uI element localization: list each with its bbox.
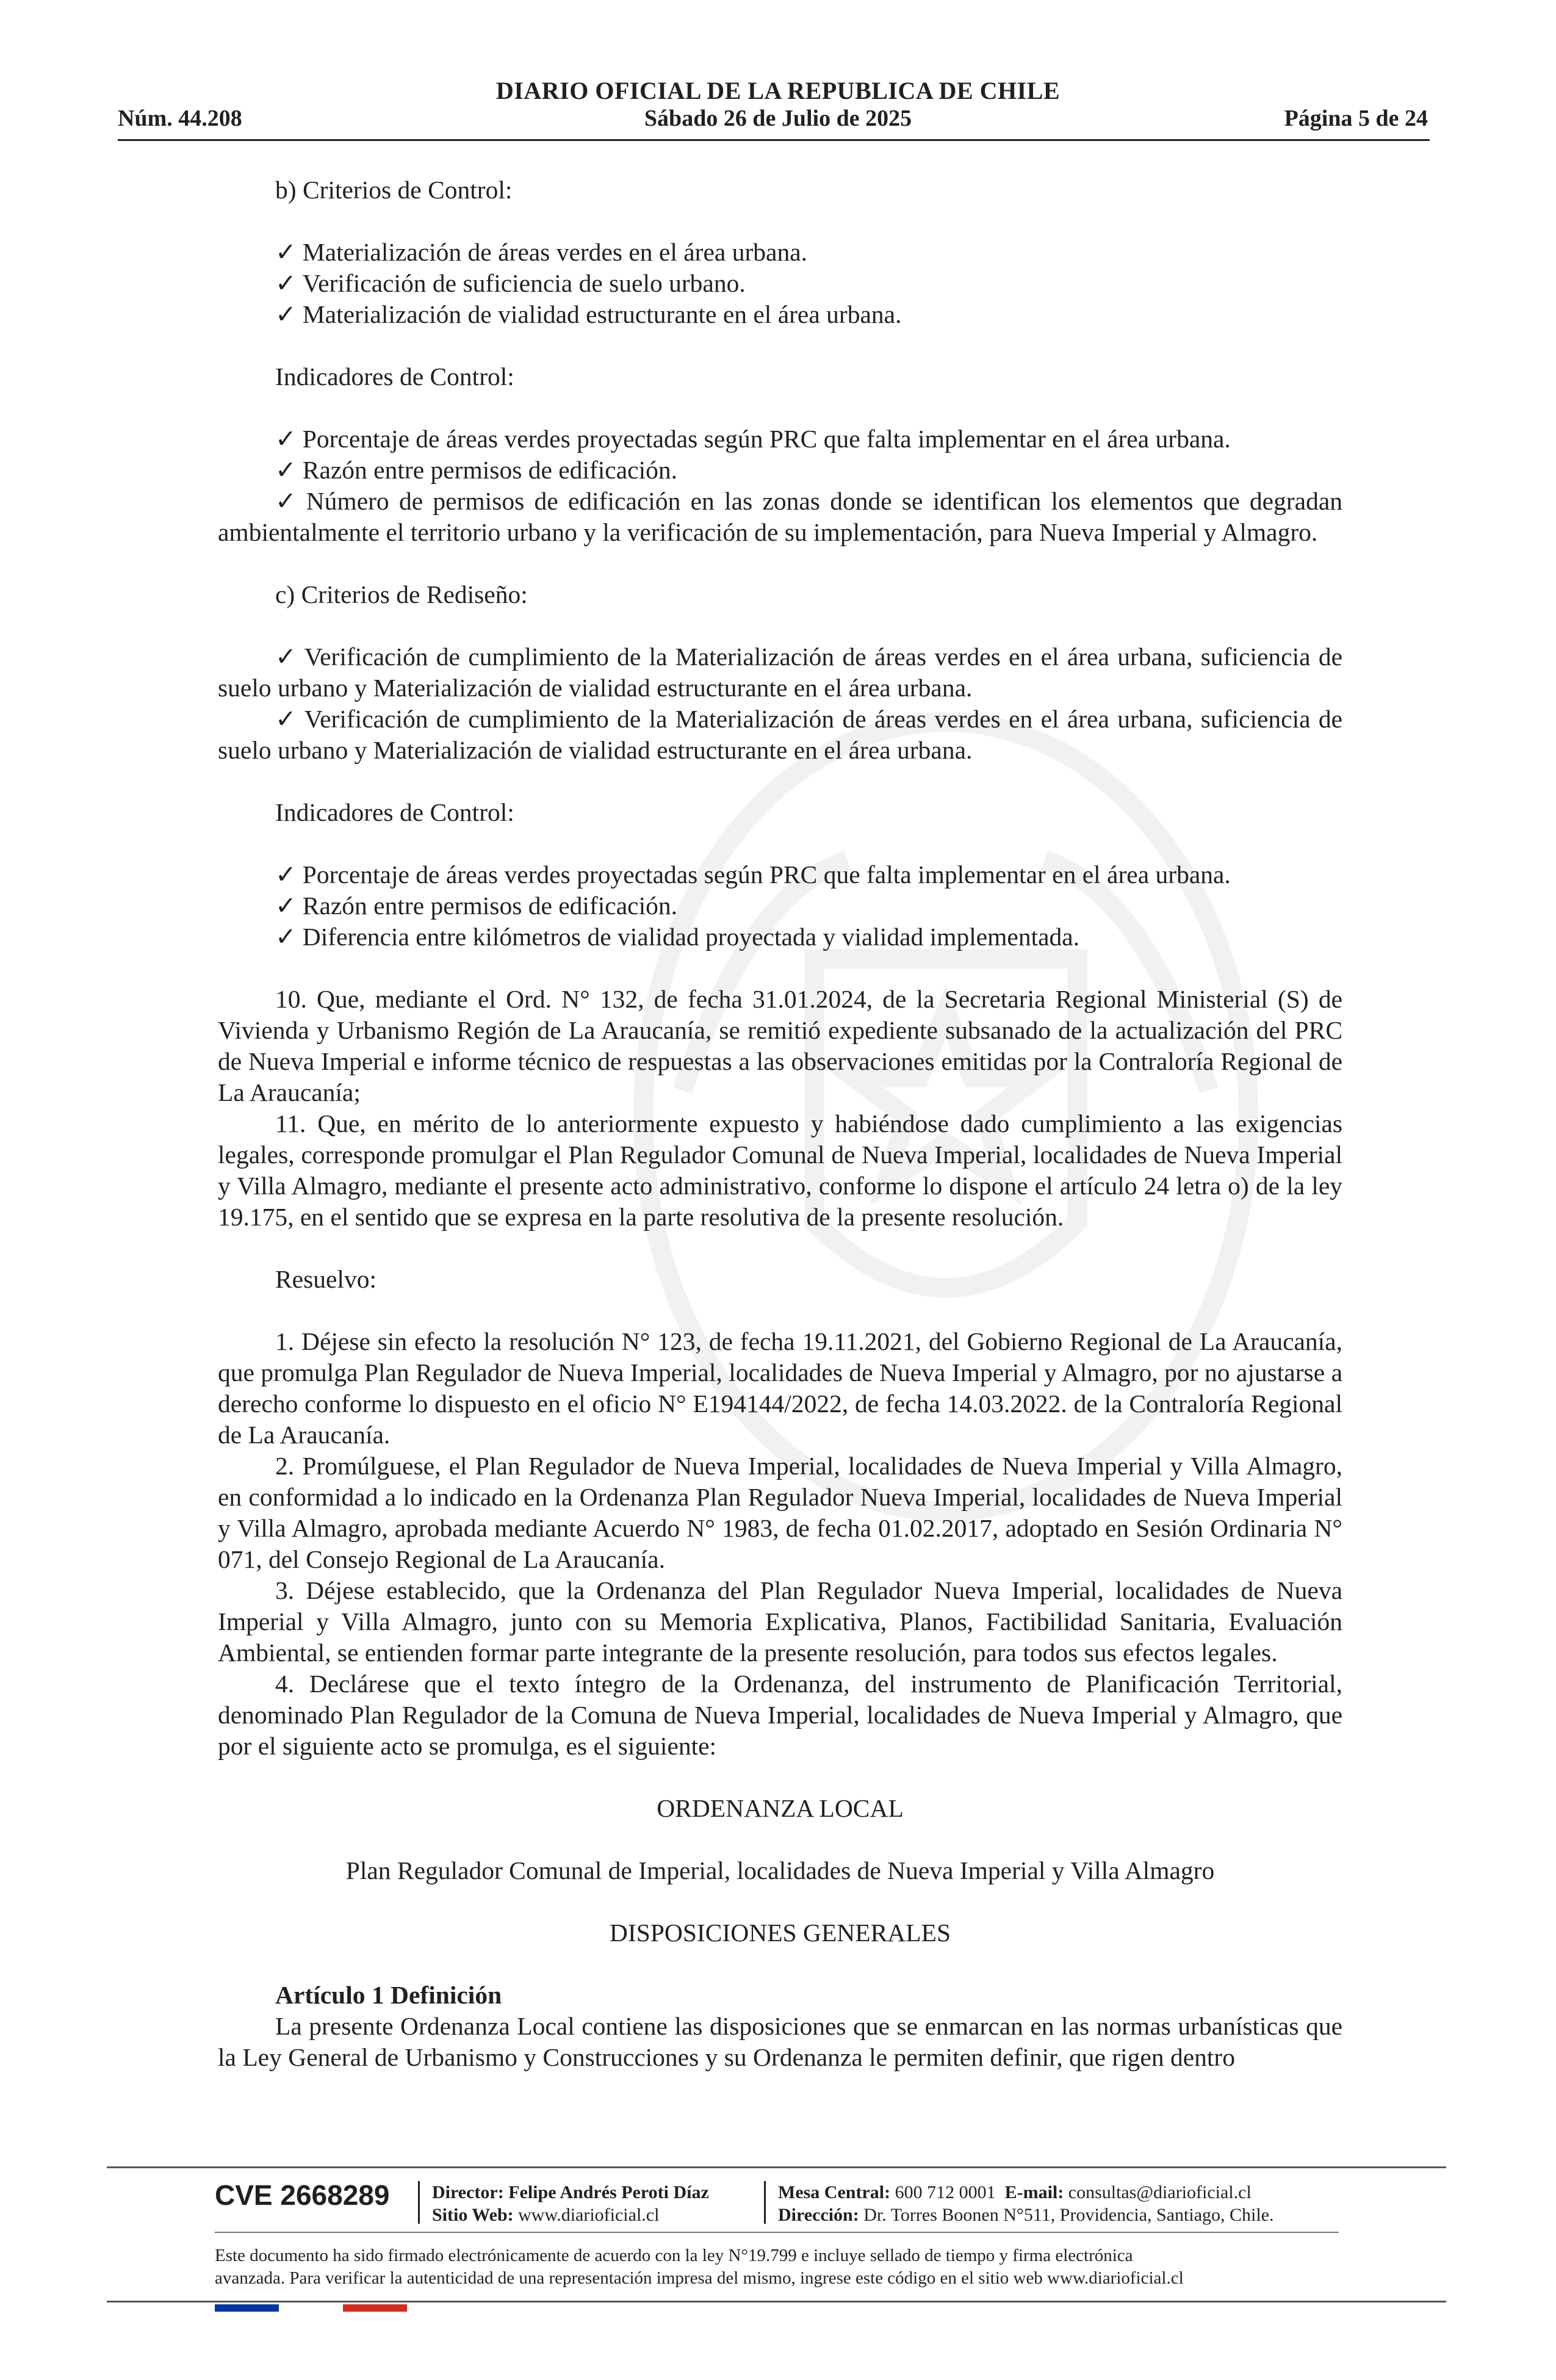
footer-separator bbox=[764, 2181, 766, 2224]
director-name: Felipe Andrés Peroti Díaz bbox=[508, 2182, 709, 2202]
page-number: Página 5 de 24 bbox=[1284, 106, 1428, 131]
checklist-item: ✓ Materialización de vialidad estructurante en el área urbana. bbox=[275, 300, 902, 328]
resolution-item-2: 2. Promúlguese, el Plan Regulador de Nueva Imperial, localidades de Nueva Imperial y Villa Almagro, en conformidad a lo indicado en la Ordenanza Plan Regulador Nueva Imperial, localidades de Nueva Imperial y Villa Almagro, aprobada mediante Acuerdo N° 1983, de fecha 01.02.2017, adoptado en Sesión Ordinaria N° 071, del Consejo Regional de La Araucanía. bbox=[218, 1452, 1342, 1573]
check-icon: ✓ bbox=[275, 300, 297, 328]
website-link[interactable]: www.diarioficial.cl bbox=[518, 2205, 660, 2225]
check-icon: ✓ bbox=[275, 238, 297, 266]
footer-divider-top bbox=[107, 2166, 1446, 2168]
check-icon: ✓ bbox=[275, 892, 297, 920]
checklist-item: ✓ Verificación de cumplimiento de la Materialización de áreas verdes en el área urbana, suficiencia de suelo urbano y Materialización de vialidad estructurante en el área urbana. bbox=[218, 705, 1342, 764]
checklist-item: ✓ Razón entre permisos de edificación. bbox=[275, 456, 677, 484]
check-icon: ✓ bbox=[275, 923, 297, 951]
check-icon: ✓ bbox=[275, 269, 297, 297]
indicators-heading: Indicadores de Control: bbox=[275, 362, 514, 391]
footer-director-block: Director: Felipe Andrés Peroti Díaz Sitio Web: www.diarioficial.cl bbox=[432, 2182, 709, 2225]
ordinance-subtitle: Plan Regulador Comunal de Imperial, localidades de Nueva Imperial y Villa Almagro bbox=[345, 1856, 1215, 1884]
ordinance-title: ORDENANZA LOCAL bbox=[657, 1794, 904, 1822]
indicators-heading: Indicadores de Control: bbox=[275, 798, 514, 826]
section-heading-b: b) Criterios de Control: bbox=[275, 176, 513, 204]
resolution-item-4: 4. Declárese que el texto íntegro de la Ordenanza, del instrumento de Planificación Territorial, denominado Plan Regulador de la Comuna de Nueva Imperial, localidades de Nueva Imperial y Almagro, que por el siguiente acto se promulga, es el siguiente: bbox=[218, 1670, 1342, 1760]
paragraph-10: 10. Que, mediante el Ord. N° 132, de fecha 31.01.2024, de la Secretaria Regional Ministerial (S) de Vivienda y Urbanismo Región de La Araucanía, se remitió expediente subsanado de la actualización del PRC de Nueva Imperial e informe técnico de respuestas a las observaciones emitidas por la Contraloría Regional de La Araucanía; bbox=[218, 985, 1342, 1106]
check-icon: ✓ bbox=[275, 705, 298, 733]
checklist-item: ✓ Verificación de cumplimiento de la Materialización de áreas verdes en el área urbana, suficiencia de suelo urbano y Materialización de vialidad estructurante en el área urbana. bbox=[218, 643, 1342, 702]
check-icon: ✓ bbox=[275, 425, 297, 453]
resolution-item-1: 1. Déjese sin efecto la resolución N° 123, de fecha 19.11.2021, del Gobierno Regional de La Araucanía, que promulga Plan Regulador de Nueva Imperial, localidades de Nueva Imperial y Almagro, por no ajustarse a derecho conforme lo dispuesto en el oficio N° E194144/2022, de fecha 14.03.2022. de la Contraloría Regional de La Araucanía. bbox=[218, 1327, 1342, 1449]
cve-code: CVE 2668289 bbox=[215, 2179, 390, 2211]
checklist-item: ✓ Número de permisos de edificación en las zonas donde se identifican los elementos que degradan ambientalmente el territorio urbano y la verificación de su implementación, para Nueva Imperial y Almagro. bbox=[218, 487, 1342, 546]
section-heading-c: c) Criterios de Rediseño: bbox=[275, 580, 528, 608]
newspaper-title: DIARIO OFICIAL DE LA REPUBLICA DE CHILE bbox=[495, 77, 1061, 104]
check-icon: ✓ bbox=[275, 456, 297, 484]
check-icon: ✓ bbox=[275, 643, 298, 671]
checklist-item: ✓ Porcentaje de áreas verdes proyectadas según PRC que falta implementar en el área urbana. bbox=[275, 860, 1231, 889]
check-icon: ✓ bbox=[275, 487, 300, 515]
article-1-heading: Artículo 1 Definición bbox=[275, 1981, 502, 2009]
document-body bbox=[218, 175, 1342, 2073]
flag-stripe-icon bbox=[215, 2304, 407, 2312]
article-1-text: La presente Ordenanza Local contiene las disposiciones que se enmarcan en las normas urbanísticas que la Ley General de Urbanismo y Construcciones y su Ordenanza le permiten definir, que rigen dentro bbox=[218, 2012, 1342, 2071]
footer-separator bbox=[418, 2181, 420, 2224]
general-provisions-heading: DISPOSICIONES GENERALES bbox=[609, 1919, 951, 1947]
check-icon: ✓ bbox=[275, 860, 297, 889]
footer-divider-bottom bbox=[107, 2301, 1446, 2302]
paragraph-11: 11. Que, en mérito de lo anteriormente expuesto y habiéndose dado cumplimiento a las exigencias legales, corresponde promulgar el Plan Regulador Comunal de Nueva Imperial, localidades de Nueva Imperial y Villa Almagro, mediante el presente acto administrativo, conforme lo dispone el artículo 24 letra o) de la ley 19.175, en el sentido que se expresa en la parte resolutiva de la presente resolución. bbox=[218, 1109, 1342, 1231]
header-divider bbox=[118, 139, 1430, 141]
checklist-item: ✓ Diferencia entre kilómetros de vialidad proyectada y vialidad implementada. bbox=[275, 923, 1080, 951]
checklist-item: ✓ Verificación de suficiencia de suelo urbano. bbox=[275, 269, 746, 297]
resuelvo-heading: Resuelvo: bbox=[275, 1265, 376, 1293]
checklist-item: ✓ Materialización de áreas verdes en el área urbana. bbox=[275, 238, 807, 266]
checklist-item: ✓ Porcentaje de áreas verdes proyectadas según PRC que falta implementar en el área urbana. bbox=[275, 425, 1231, 453]
legal-notice: Este documento ha sido firmado electrónicamente de acuerdo con la ley N°19.799 e incluye sellado de tiempo y firma electrónica avanzada. Para verificar la autenticidad de una representación impresa del mismo, ingrese este código en el sitio web www.diarioficial.cl bbox=[215, 2246, 1184, 2288]
footer-divider-middle bbox=[215, 2232, 1339, 2233]
issue-number: Núm. 44.208 bbox=[118, 106, 242, 131]
footer-contact-block: Mesa Central: 600 712 0001 E-mail: consultas@diarioficial.cl Dirección: Dr. Torres Boonen N°511, Providencia, Santiago, Chile. bbox=[778, 2182, 1274, 2225]
phone-number: 600 712 0001 bbox=[895, 2182, 996, 2202]
address: Dr. Torres Boonen N°511, Providencia, Santiago, Chile. bbox=[863, 2205, 1274, 2225]
resolution-item-3: 3. Déjese establecido, que la Ordenanza del Plan Regulador Nueva Imperial, localidades de Nueva Imperial y Villa Almagro, junto con su Memoria Explicativa, Planos, Factibilidad Sanitaria, Evaluación Ambiental, se entienden formar parte integrante de la presente resolución, para todos sus efectos legales. bbox=[218, 1576, 1342, 1667]
issue-date: Sábado 26 de Julio de 2025 bbox=[644, 106, 912, 131]
email-link[interactable]: consultas@diarioficial.cl bbox=[1068, 2182, 1252, 2202]
checklist-item: ✓ Razón entre permisos de edificación. bbox=[275, 892, 677, 920]
